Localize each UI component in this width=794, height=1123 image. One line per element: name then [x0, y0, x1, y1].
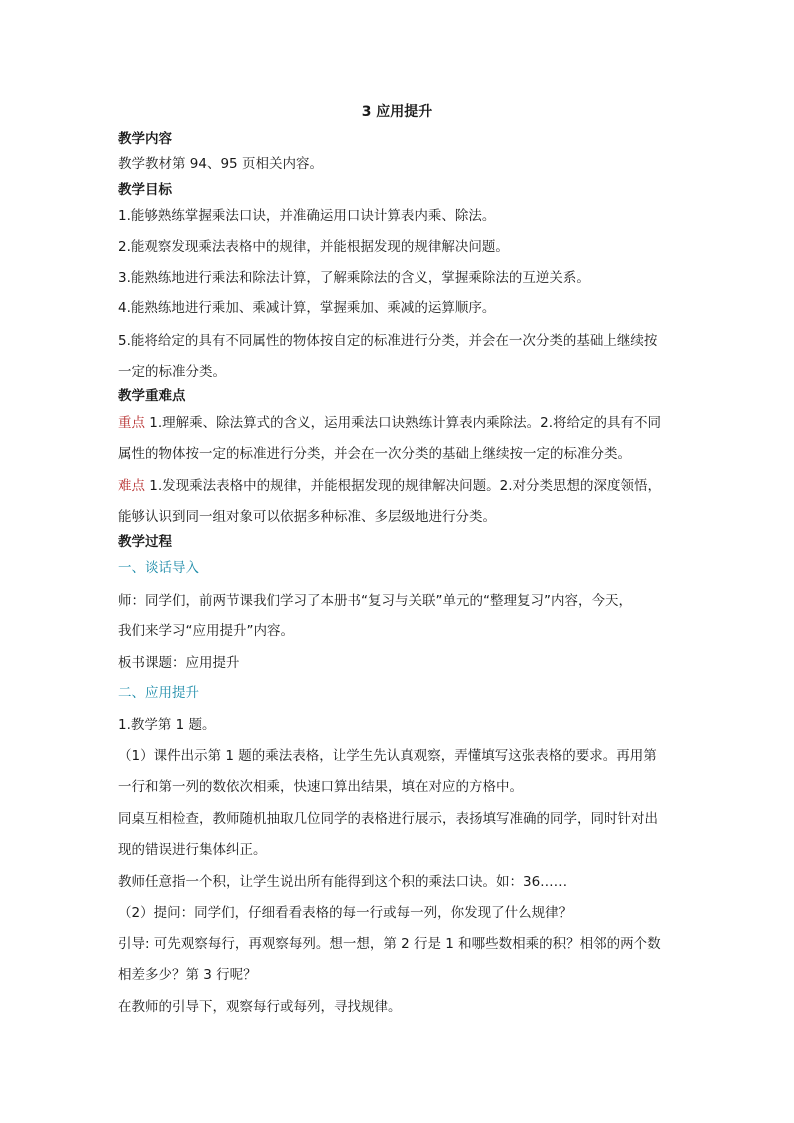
key-point-label: 重点: [118, 415, 145, 431]
goal-item-3: 3.能熟练地进行乘法和除法计算，了解乘除法的含义，掌握乘除法的互逆关系。: [118, 270, 590, 286]
difficulty-line-1: [118, 477, 688, 495]
section-2-line-5: 现的错误进行集体纠正。: [118, 842, 267, 858]
process-heading: 教学过程: [118, 534, 172, 550]
section-2-heading: 二、应用提升: [118, 685, 199, 701]
section-2-line-9: 相差多少？第 3 行呢？: [118, 967, 257, 983]
section-1-line-1: 师：同学们，前两节课我们学习了本册书“复习与关联”单元的“整理复习”内容，今天，: [118, 593, 632, 609]
difficulty-line-2: 能够认识到同一组对象可以依据多种标准、多层级地进行分类。: [118, 509, 496, 525]
key-points-heading: 教学重难点: [118, 388, 186, 404]
section-2-line-8: 引导: 可先观察每行，再观察每列。想一想，第 2 行是 1 和哪些数相乘的积？相邻的两个数: [118, 936, 661, 952]
key-point-text: 1.理解乘、除法算式的含义，运用乘法口诀熟练计算表内乘除法。2.将给定的具有不同: [145, 415, 662, 431]
section-2-line-1: 1.教学第 1 题。: [118, 717, 216, 733]
content-text: 教学教材第 94、95 页相关内容。: [118, 156, 323, 172]
goals-heading: 教学目标: [118, 182, 172, 198]
key-point-line-2: 属性的物体按一定的标准进行分类，并会在一次分类的基础上继续按一定的标准分类。: [118, 446, 631, 462]
difficulty-text: 1.发现乘法表格中的规律，并能根据发现的规律解决问题。2.对分类思想的深度领悟，: [145, 478, 662, 494]
section-2-line-6: 教师任意指一个积，让学生说出所有能得到这个积的乘法口诀。如：36……: [118, 874, 568, 890]
goal-item-5: 5.能将给定的具有不同属性的物体按自定的标准进行分类，并会在一次分类的基础上继续按: [118, 333, 658, 349]
goal-item-5-continued: 一定的标准分类。: [118, 364, 226, 380]
section-1-line-2: 我们来学习“应用提升”内容。: [118, 623, 294, 639]
goal-item-1: 1.能够熟练掌握乘法口诀，并准确运用口诀计算表内乘、除法。: [118, 208, 496, 224]
page-title: 3 应用提升: [361, 104, 433, 120]
section-2-line-7: （2）提问：同学们，仔细看看表格的每一行或每一列，你发现了什么规律？: [118, 905, 573, 921]
goal-item-2: 2.能观察发现乘法表格中的规律，并能根据发现的规律解决问题。: [118, 239, 509, 255]
section-1-heading: 一、谈话导入: [118, 560, 199, 576]
difficulty-label: 难点: [118, 478, 145, 494]
section-2-line-2: （1）课件出示第 1 题的乘法表格，让学生先认真观察，弄懂填写这张表格的要求。再用第: [118, 748, 657, 764]
section-2-line-3: 一行和第一列的数依次相乘，快速口算出结果，填在对应的方格中。: [118, 779, 523, 795]
key-point-line-1: [118, 414, 688, 432]
section-2-line-10: 在教师的引导下，观察每行或每列，寻找规律。: [118, 999, 402, 1015]
section-2-line-4: 同桌互相检查，教师随机抽取几位同学的表格进行展示，表扬填写准确的同学，同时针对出: [118, 811, 658, 827]
section-1-line-3: 板书课题：应用提升: [118, 655, 240, 671]
content-heading: 教学内容: [118, 131, 172, 147]
goal-item-4: 4.能熟练地进行乘加、乘减计算，掌握乘加、乘减的运算顺序。: [118, 300, 496, 316]
